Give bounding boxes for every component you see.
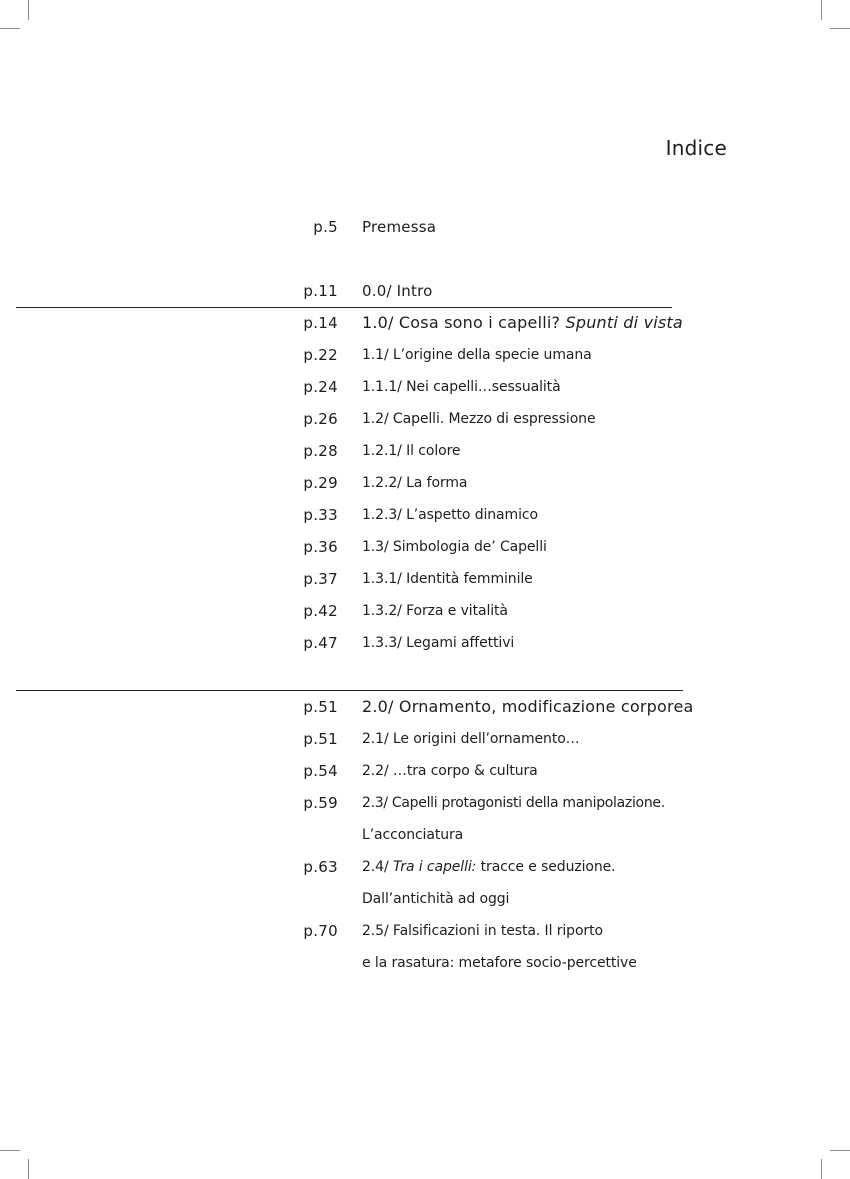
toc-entry-text: 2.1/ Le origini dell’ornamento… <box>362 731 580 747</box>
toc-page-number: p.14 <box>303 314 338 332</box>
toc-page-number: p.24 <box>303 378 338 396</box>
toc-entry-text: 1.3.2/ Forza e vitalità <box>362 603 508 619</box>
toc-entry <box>0 755 850 787</box>
toc-entry-text: 1.1/ L’origine della specie umana <box>362 347 592 363</box>
toc-entry <box>0 275 850 307</box>
toc-entry <box>0 563 850 595</box>
toc-entry-text-continued: Dall’antichità ad oggi <box>362 891 510 907</box>
toc-entry <box>0 403 850 435</box>
toc-entry-text: 0.0/ Intro <box>362 282 433 300</box>
toc-chapter-entry <box>0 691 850 723</box>
toc-entry-continuation <box>0 819 850 851</box>
toc-page-number: p.22 <box>303 346 338 364</box>
toc-entry <box>0 595 850 627</box>
toc-entry-main: tracce e seduzione. <box>476 859 616 875</box>
toc-page-number: p.36 <box>303 538 338 556</box>
toc-entry-continuation <box>0 883 850 915</box>
toc-entry-text: Premessa <box>362 218 437 236</box>
toc-page-number: p.29 <box>303 474 338 492</box>
toc-page-number: p.54 <box>303 762 338 780</box>
toc-entry <box>0 467 850 499</box>
crop-mark-top-left <box>28 0 29 20</box>
toc-entry-italic: Spunti di vista <box>565 313 683 332</box>
crop-mark-bottom-right-h <box>830 1150 850 1151</box>
toc-entry <box>0 339 850 371</box>
toc-entry-text: 2.2/ …tra corpo & cultura <box>362 763 538 779</box>
toc-entry-text <box>362 307 683 339</box>
toc-page-number: p.63 <box>303 858 338 876</box>
toc-entry-text: 1.3.1/ Identità femminile <box>362 571 533 587</box>
toc-entry <box>0 723 850 755</box>
toc-page-number: p.51 <box>303 730 338 748</box>
crop-mark-bottom-left <box>28 1159 29 1179</box>
crop-mark-bottom-right <box>821 1159 822 1179</box>
toc-entry <box>0 787 850 819</box>
toc-entry-text: 1.2.2/ La forma <box>362 475 468 491</box>
toc-page-number: p.11 <box>303 282 338 300</box>
toc-chapter-entry <box>0 307 850 339</box>
crop-mark-bottom-left-h <box>0 1150 20 1151</box>
toc-page-number: p.5 <box>313 218 338 236</box>
toc-entry-text: 2.5/ Falsificazioni in testa. Il riporto <box>362 923 603 939</box>
toc-entry-italic: Tra i capelli: <box>392 859 477 875</box>
toc-entry-text: 1.3/ Simbologia de’ Capelli <box>362 539 547 555</box>
toc-page-number: p.33 <box>303 506 338 524</box>
toc-entry-text: 1.2.3/ L’aspetto dinamico <box>362 507 538 523</box>
page-title: Indice <box>665 136 727 160</box>
toc-entry-text: 1.3.3/ Legami affettivi <box>362 635 515 651</box>
toc-entry <box>0 851 850 883</box>
crop-mark-top-right <box>821 0 822 20</box>
crop-mark-top-right-h <box>830 28 850 29</box>
toc-page-number: p.26 <box>303 410 338 428</box>
toc-entry-text: 1.2.1/ Il colore <box>362 443 461 459</box>
toc-entry <box>0 531 850 563</box>
toc-entry-text <box>362 851 616 883</box>
toc-entry <box>0 627 850 659</box>
toc-entry-text: 2.0/ Ornamento, modificazione corporea <box>362 697 694 716</box>
toc-entry-text: 2.3/ Capelli protagonisti della manipolazione. <box>362 795 665 811</box>
toc-entry <box>0 435 850 467</box>
toc-page-number: p.51 <box>303 698 338 716</box>
toc-entry <box>0 499 850 531</box>
toc-entry-prefix: 2.4/ <box>362 859 393 875</box>
toc-page-number: p.28 <box>303 442 338 460</box>
toc-entry-text: 1.1.1/ Nei capelli…sessualità <box>362 379 561 395</box>
toc-page-number: p.59 <box>303 794 338 812</box>
toc-page-number: p.47 <box>303 634 338 652</box>
toc-entry-continuation <box>0 947 850 979</box>
toc-entry-text-continued: L’acconciatura <box>362 827 464 843</box>
toc-page-number: p.70 <box>303 922 338 940</box>
toc-entry <box>0 211 850 243</box>
toc-entry <box>0 915 850 947</box>
toc-page-number: p.37 <box>303 570 338 588</box>
toc-entry-main: 1.0/ Cosa sono i capelli? <box>362 313 566 332</box>
toc-entry-text-continued: e la rasatura: metafore socio-percettive <box>362 955 637 971</box>
toc-entry-text: 1.2/ Capelli. Mezzo di espressione <box>362 411 596 427</box>
crop-mark-top-left-h <box>0 28 20 29</box>
toc-page-number: p.42 <box>303 602 338 620</box>
toc-entry <box>0 371 850 403</box>
